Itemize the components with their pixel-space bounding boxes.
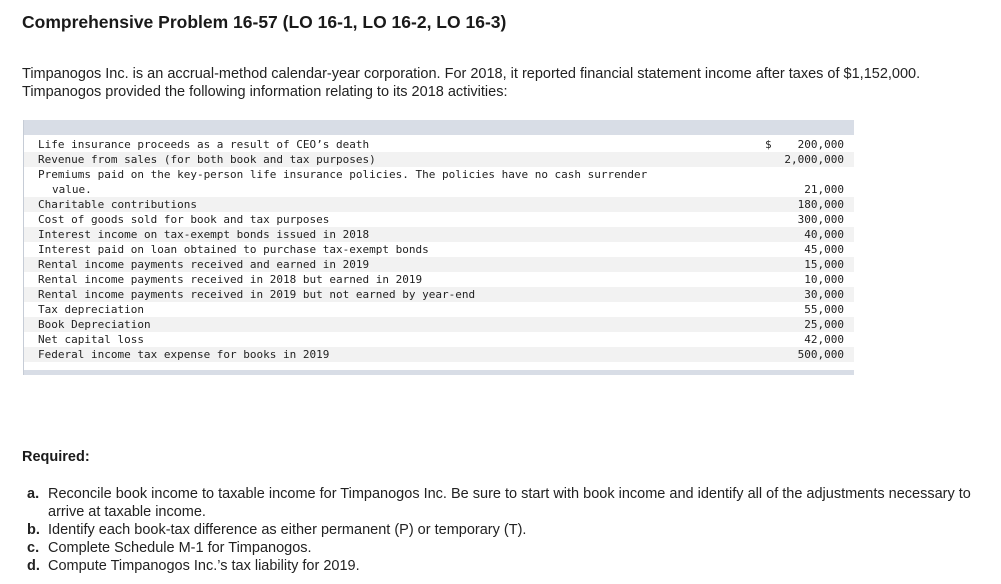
item-text: Identify each book-tax difference as either permanent (P) or temporary (T). <box>48 522 527 538</box>
table-row <box>24 302 854 317</box>
table-row <box>24 152 854 167</box>
row-amount: 21,000 <box>804 183 844 196</box>
table-row <box>24 167 854 197</box>
row-label: Rental income payments received in 2019 but not earned by year-end <box>38 288 476 301</box>
row-amount: 15,000 <box>804 258 844 271</box>
item-text: Complete Schedule M-1 for Timpanogos. <box>48 540 312 556</box>
row-amount: 25,000 <box>804 318 844 331</box>
problem-intro: Timpanogos Inc. is an accrual-method calendar-year corporation. For 2018, it reported financial statement income after taxes of $1,152,000. Timpanogos provided the following information relating to its 2018 activities: <box>22 66 921 100</box>
activities-table <box>23 120 854 375</box>
row-label: Charitable contributions <box>38 198 197 211</box>
row-label: Tax depreciation <box>38 303 144 316</box>
table-row <box>24 212 854 227</box>
row-label: Premiums paid on the key-person life insurance policies. The policies have no cash surrender <box>38 168 648 181</box>
row-label: Rental income payments received in 2018 but earned in 2019 <box>38 273 423 286</box>
item-text: Compute Timpanogos Inc.’s tax liability for 2019. <box>48 558 360 574</box>
table-row <box>24 332 854 347</box>
required-heading: Required: <box>22 449 90 465</box>
row-label: Federal income tax expense for books in 2019 <box>38 348 330 361</box>
row-amount: 55,000 <box>804 303 844 316</box>
row-amount: 200,000 <box>797 138 844 151</box>
row-label-continuation: value. <box>52 183 92 196</box>
row-label: Interest income on tax-exempt bonds issued in 2018 <box>38 228 370 241</box>
list-item <box>22 485 977 521</box>
list-item <box>22 557 977 575</box>
table-row <box>24 242 854 257</box>
table-row <box>24 317 854 332</box>
table-header-bar <box>24 120 854 135</box>
problem-title: Comprehensive Problem 16-57 (LO 16-1, LO 16-2, LO 16-3) <box>22 12 507 32</box>
row-amount: 2,000,000 <box>784 153 844 166</box>
row-label: Revenue from sales (for both book and tax purposes) <box>38 153 376 166</box>
table-row <box>24 197 854 212</box>
item-letter: d. <box>27 558 40 574</box>
row-label: Cost of goods sold for book and tax purposes <box>38 213 330 226</box>
row-amount: 30,000 <box>804 288 844 301</box>
row-amount: 10,000 <box>804 273 844 286</box>
row-amount: 40,000 <box>804 228 844 241</box>
row-amount: 45,000 <box>804 243 844 256</box>
table-row <box>24 137 854 152</box>
item-letter: c. <box>27 540 40 556</box>
row-amount: 300,000 <box>797 213 844 226</box>
row-amount: 180,000 <box>797 198 844 211</box>
list-item <box>22 521 977 539</box>
item-text: Reconcile book income to taxable income for Timpanogos Inc. Be sure to start with book income and identify all of the adjustments necessary to arrive at taxable income. <box>48 486 971 520</box>
row-amount: 500,000 <box>797 348 844 361</box>
row-label: Book Depreciation <box>38 318 151 331</box>
table-row <box>24 347 854 362</box>
table-footer-bar <box>24 370 854 375</box>
row-label: Life insurance proceeds as a result of CEO’s death <box>38 138 370 151</box>
item-letter: b. <box>27 522 40 538</box>
currency-symbol: $ <box>765 138 772 151</box>
table-row <box>24 227 854 242</box>
row-label: Interest paid on loan obtained to purchase tax-exempt bonds <box>38 243 429 256</box>
table-row <box>24 272 854 287</box>
row-label: Rental income payments received and earned in 2019 <box>38 258 370 271</box>
row-amount: 42,000 <box>804 333 844 346</box>
list-item <box>22 539 977 557</box>
required-list <box>22 485 977 575</box>
item-letter: a. <box>27 486 40 502</box>
row-label: Net capital loss <box>38 333 144 346</box>
table-row <box>24 257 854 272</box>
table-row <box>24 287 854 302</box>
